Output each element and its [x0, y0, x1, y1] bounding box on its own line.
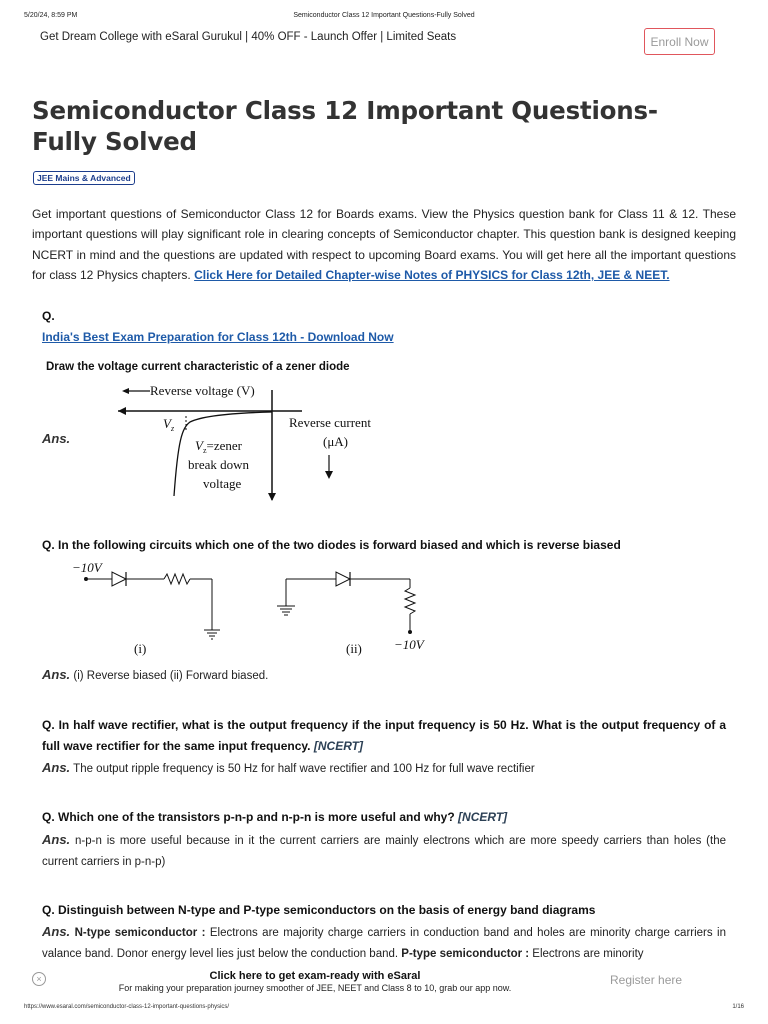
print-url: https://www.esaral.com/semiconductor-class-12-important-questions-physics/ [24, 1004, 230, 1010]
category-tag[interactable]: JEE Mains & Advanced [33, 171, 135, 185]
app-promo-banner[interactable] [0, 962, 768, 998]
enroll-now-button[interactable]: Enroll Now [644, 28, 715, 55]
break-down-label: break down [188, 457, 250, 472]
circuit-ii-resistor [405, 588, 415, 614]
close-icon[interactable]: × [32, 972, 46, 986]
print-footer [24, 1004, 744, 1014]
reverse-current-label: Reverse current [289, 415, 371, 430]
q1-ans-label: Ans. [42, 431, 71, 446]
circuit-ii-diode [336, 572, 350, 586]
q2-question: Q. In the following circuits which one of the two diodes is forward biased and which is reverse biased [42, 538, 621, 552]
vz-label: $V_z$ [163, 416, 175, 433]
print-header [24, 12, 744, 22]
intro-paragraph [32, 204, 736, 286]
print-date: 5/20/24, 8:59 PM [24, 12, 78, 19]
micro-amp-label: (μA) [323, 434, 349, 449]
circuit-i-voltage: −10V [72, 560, 102, 575]
q4-label: Q. [42, 810, 55, 824]
q5-question: Q. Distinguish between N-type and P-type semiconductors on the basis of energy band diagrams [42, 903, 596, 917]
reverse-current-arrowhead [325, 471, 333, 479]
q3-question: Q. In half wave rectifier, what is the output frequency if the input frequency is 50 Hz. What is the output frequency of a full wave rectifier for the same input frequency. [NCERT] [42, 718, 726, 753]
q4-answer: Ans. n-p-n is more useful because in it the current carriers are mainly electrons which are more speedy carriers than holes (the current carriers in p-n-p) [42, 832, 726, 868]
q2-label: Q. [42, 538, 55, 552]
zener-characteristic-figure [110, 380, 400, 505]
q3-label: Q. [42, 718, 55, 732]
q5-answer: Ans. N-type semiconductor : Electrons are majority charge carriers in conduction band and holes are minority charge carriers in valance band. Donor energy level lies just below the conduction band. P-type semiconductor : Electrons are minority [42, 924, 726, 960]
reverse-voltage-label: Reverse voltage (V) [150, 383, 255, 398]
q3-answer: Ans. The output ripple frequency is 50 Hz for half wave rectifier and 100 Hz for full wave rectifier [42, 760, 535, 775]
circuit-i-resistor [164, 574, 190, 584]
vz-zener-label: $V_z=zener$ [195, 438, 242, 455]
download-link[interactable]: India's Best Exam Preparation for Class 12th - Download Now [42, 330, 394, 344]
voltage-label: voltage [203, 476, 242, 491]
banner-title[interactable]: Click here to get exam-ready with eSaral [209, 970, 421, 982]
q2-answer: Ans. (i) Reverse biased (ii) Forward biased. [42, 667, 269, 682]
circuit-ii-label: (ii) [346, 641, 362, 656]
q1-label: Q. [42, 309, 55, 323]
promo-text: Get Dream College with eSaral Gurukul | 40% OFF - Launch Offer | Limited Seats [40, 31, 457, 43]
print-page-number: 1/16 [732, 1004, 744, 1010]
banner-subtitle: For making your preparation journey smoother of JEE, NEET and Class 8 to 10, grab our app now. [118, 983, 512, 993]
register-button[interactable]: Register here [610, 973, 683, 987]
q5-label: Q. [42, 903, 55, 917]
diode-circuits-figure [68, 558, 448, 663]
intro-text: Get important questions of Semiconductor Class 12 for Boards exams. View the Physics question bank for Class 11 & 12. These important questions will play significant role in clearing concepts of Semiconductor chapter. This question bank is designed keeping NCERT in mind and the questions are updated with respect to upcoming Board exams. You will get here all the important questions for class 12 Physics chapters. [32, 207, 736, 283]
q4-question: Q. Which one of the transistors p-n-p and n-p-n is more useful and why? [NCERT] [42, 810, 508, 824]
circuit-i-diode [112, 572, 126, 586]
reverse-voltage-arrowhead [122, 388, 129, 394]
zener-y-arrow [268, 493, 276, 501]
circuit-ii-voltage: −10V [394, 637, 424, 652]
print-title: Semiconductor Class 12 Important Questions-Fully Solved [293, 12, 475, 19]
circuit-i-label: (i) [134, 641, 147, 656]
circuit-i-terminal [84, 577, 88, 581]
q1-answer [42, 429, 102, 451]
circuit-ii-terminal [408, 630, 412, 634]
q1-question: Draw the voltage current characteristic of a zener diode [46, 361, 350, 373]
page-title: Semiconductor Class 12 Important Questions-Fully Solved [32, 96, 658, 156]
chapter-notes-link[interactable]: Click Here for Detailed Chapter-wise Notes of PHYSICS for Class 12th, JEE & NEET. [194, 268, 670, 283]
zener-x-arrow [118, 407, 126, 415]
